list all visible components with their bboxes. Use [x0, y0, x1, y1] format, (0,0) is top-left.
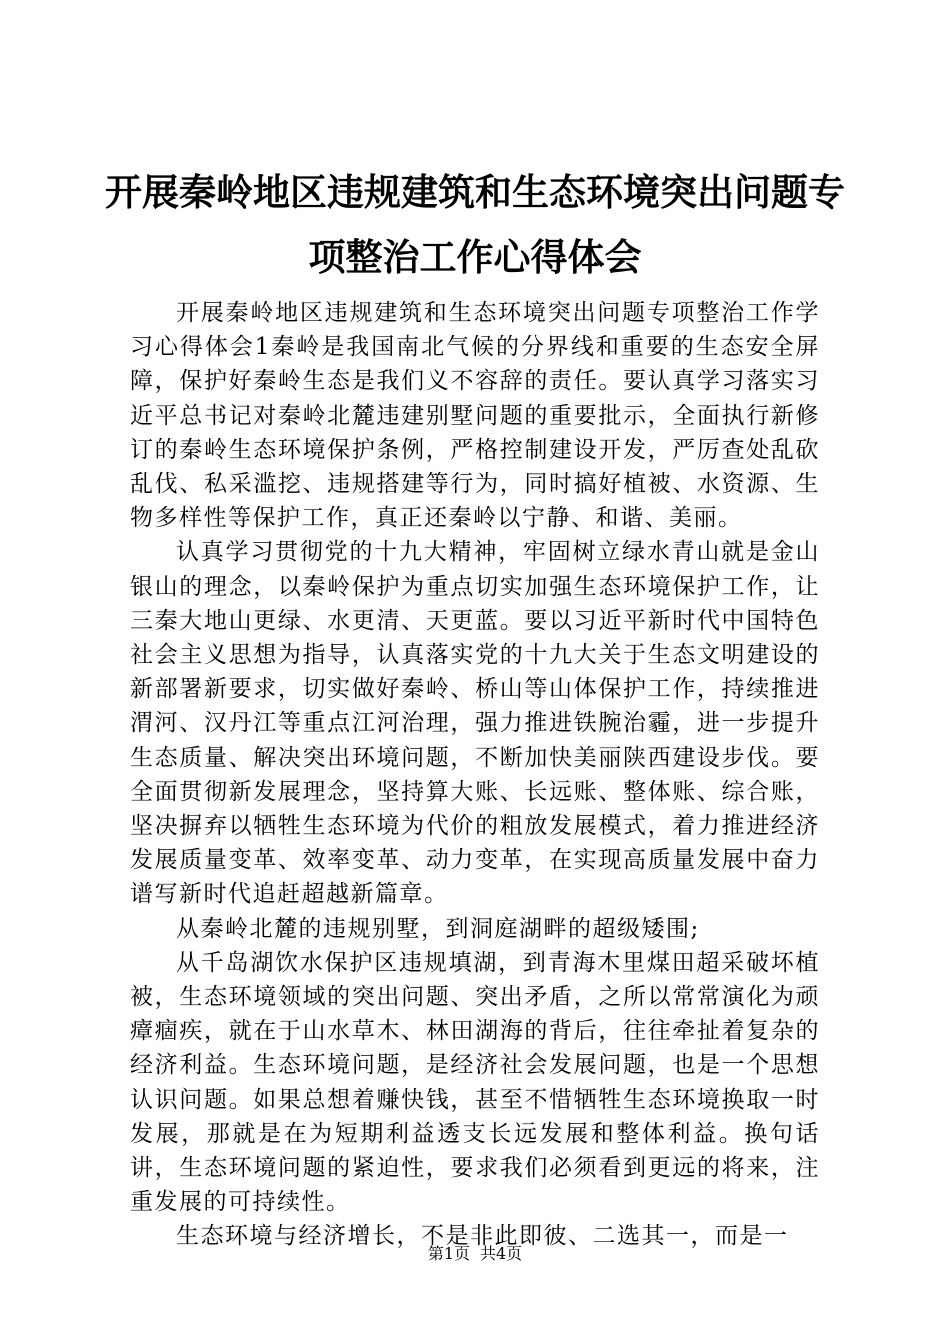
- document-title: [100, 160, 850, 290]
- paragraph: 从秦岭北麓的违规别墅，到洞庭湖畔的超级矮围;: [176, 915, 700, 942]
- title-line-1: 开展秦岭地区违规建筑和生态环境突出问题专: [105, 170, 845, 214]
- document-body: [130, 296, 820, 1254]
- page-footer: [0, 1244, 950, 1264]
- paragraph: 开展秦岭地区违规建筑和生态环境突出问题专项整治工作学习心得体会1秦岭是我国南北气候的分界线和重要的生态安全屏障，保护好秦岭生态是我们义不容辞的责任。要认真学习落实习近平总书记对秦岭北麓违建别墅问题的重要批示，全面执行新修订的秦岭生态环境保护条例，严格控制建设开发，严厉查处乱砍乱伐、私采滥挖、违规搭建等行为，同时搞好植被、水资源、生物多样性等保护工作，真正还秦岭以宁静、和谐、美丽。: [130, 300, 820, 532]
- paragraph: 认真学习贯彻党的十九大精神，牢固树立绿水青山就是金山银山的理念，以秦岭保护为重点切实加强生态环境保护工作，让三秦大地山更绿、水更清、天更蓝。要以习近平新时代中国特色社会主义思想为指导，认真落实党的十九大关于生态文明建设的新部署新要求，切实做好秦岭、桥山等山体保护工作，持续推进渭河、汉丹江等重点江河治理，强力推进铁腕治霾，进一步提升生态质量、解决突出环境问题，不断加快美丽陕西建设步伐。要全面贯彻新发展理念，坚持算大账、长远账、整体账、综合账，坚决摒弃以牺牲生态环境为代价的粗放发展模式，着力推进经济发展质量变革、效率变革、动力变革，在实现高质量发展中奋力谱写新时代追赶超越新篇章。: [130, 539, 820, 908]
- paragraph: 生态环境与经济增长，不是非此即彼、二选其一，而是一: [176, 1223, 789, 1250]
- paragraph: 从千岛湖饮水保护区违规填湖，到青海木里煤田超采破坏植被，生态环境领域的突出问题、突出矛盾，之所以常常演化为顽瘴痼疾，就在于山水草木、林田湖海的背后，往往牵扯着复杂的经济利益。生态环境问题，是经济社会发展问题，也是一个思想认识问题。如果总想着赚快钱，甚至不惜牺牲生态环境换取一时发展，那就是在为短期利益透支长远发展和整体利益。换句话讲，生态环境问题的紧迫性，要求我们必须看到更远的将来，注重发展的可持续性。: [130, 949, 820, 1216]
- title-line-2: 项整治工作心得体会: [308, 235, 642, 279]
- page-number: 第1页: [427, 1244, 470, 1263]
- page-total: 共4页: [480, 1244, 523, 1263]
